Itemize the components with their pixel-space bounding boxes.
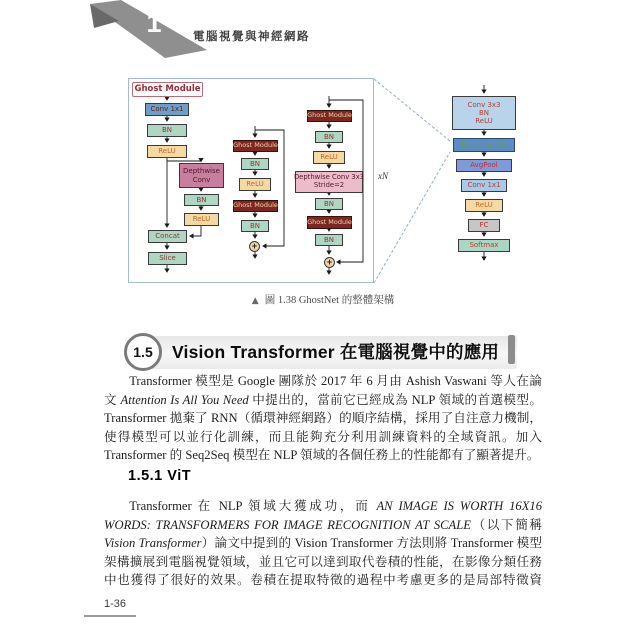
node-bn: BN bbox=[315, 234, 343, 246]
node-avgpool: AvgPool bbox=[456, 159, 512, 172]
section-heading-end-bar bbox=[508, 335, 515, 364]
caption-triangle-icon: ▲ bbox=[251, 296, 259, 306]
node-depthwise-line1: Depthwise bbox=[183, 167, 220, 176]
body-paragraph-2: Transformer 在 NLP 領域大獲成功，而 AN IMAGE IS WORTH 16X16 WORDS: TRANSFORMERS FOR IMAGE RECOGNITION AT SCALE（以下簡稱 Vision Transformer）論文中提到的 Vision Transformer 方法則將 Transformer 模型架構擴展到電腦視覺領域，並且它可以達到取代卷積的性能，在影像分類任務中也獲得了很好的效果。卷積在提取特徵的過程中考慮更多的是局部特徵資 bbox=[104, 499, 542, 588]
figure-caption bbox=[128, 292, 518, 307]
node-relu: ReLU bbox=[313, 151, 345, 164]
node-fc: FC bbox=[468, 219, 500, 232]
node-bn: BN bbox=[147, 124, 187, 137]
node-softmax: Softmax bbox=[458, 239, 510, 252]
node-relu: ReLU bbox=[239, 178, 271, 191]
subsection-title: 1.5.1 ViT bbox=[128, 468, 192, 484]
figure-caption-text: 圖 1.38 GhostNet 的整體架構 bbox=[264, 295, 395, 306]
chapter-number: 1 bbox=[146, 8, 162, 38]
node-bn: BN bbox=[315, 198, 343, 210]
node-concat: Concat bbox=[148, 230, 187, 243]
node-depthwise-line2: Conv bbox=[192, 175, 211, 184]
node-slice: Slice bbox=[148, 252, 187, 265]
node-stem-conv bbox=[452, 96, 516, 130]
node-conv1x1: Conv 1x1 bbox=[461, 179, 507, 192]
section-title: Vision Transformer 在電腦視覺中的應用 bbox=[172, 342, 500, 362]
node-conv1x1: Conv 1x1 bbox=[145, 103, 189, 116]
repeat-count-label: xN bbox=[378, 171, 388, 181]
node-relu: ReLU bbox=[184, 213, 219, 226]
chapter-title: 電腦視覺與神經網路 bbox=[193, 31, 310, 43]
node-ghost-module: Ghost Module bbox=[307, 110, 352, 122]
node-ghost-module-title: Ghost Module bbox=[132, 82, 203, 97]
node-ghost-module: Ghost Module bbox=[233, 200, 278, 212]
node-bn: BN bbox=[241, 158, 269, 170]
node-stem-line2: BN bbox=[478, 108, 490, 117]
node-bn: BN bbox=[241, 220, 269, 232]
node-block-n16: Block : n=16 bbox=[453, 138, 515, 152]
node-stem-line3: ReLU bbox=[475, 117, 493, 126]
add-icon: + bbox=[324, 257, 335, 268]
section-number: 1.5 bbox=[133, 344, 153, 360]
node-depthwise-s2-line1: Depthwise Conv 3x3 bbox=[293, 173, 365, 182]
node-relu: ReLU bbox=[147, 145, 187, 158]
node-ghost-module: Ghost Module bbox=[233, 140, 278, 152]
node-stem-line1: Conv 3x3 bbox=[467, 100, 501, 109]
node-depthwise-conv bbox=[179, 163, 224, 188]
body-paragraph-1: Transformer 模型是 Google 團隊於 2017 年 6 月由 Ashish Vaswani 等人在論文 Attention Is All You Need 中提出的，當前它已經成為 NLP 領域的首選模型。Transformer 拋棄了 RNN（循環神經網路）的順序結構，採用了自注意力機制，使得模型可以並行化訓練，而且能夠充分利用訓練資料的全域資訊。加入 Transformer 的 Seq2Seq 模型在 NLP 領域的各個任務上的性能都有了顯著提升。 bbox=[104, 374, 542, 463]
node-bn: BN bbox=[315, 131, 343, 143]
footer-rule bbox=[84, 615, 136, 617]
section-number-badge bbox=[124, 333, 162, 371]
node-depthwise-conv-s2 bbox=[295, 171, 363, 193]
node-ghost-module: Ghost Module bbox=[307, 216, 352, 229]
node-depthwise-s2-line2: Stride=2 bbox=[313, 181, 345, 189]
node-bn: BN bbox=[184, 194, 219, 206]
node-relu: ReLU bbox=[465, 199, 503, 212]
add-icon: + bbox=[249, 241, 260, 252]
page-number: 1-36 bbox=[104, 598, 127, 610]
